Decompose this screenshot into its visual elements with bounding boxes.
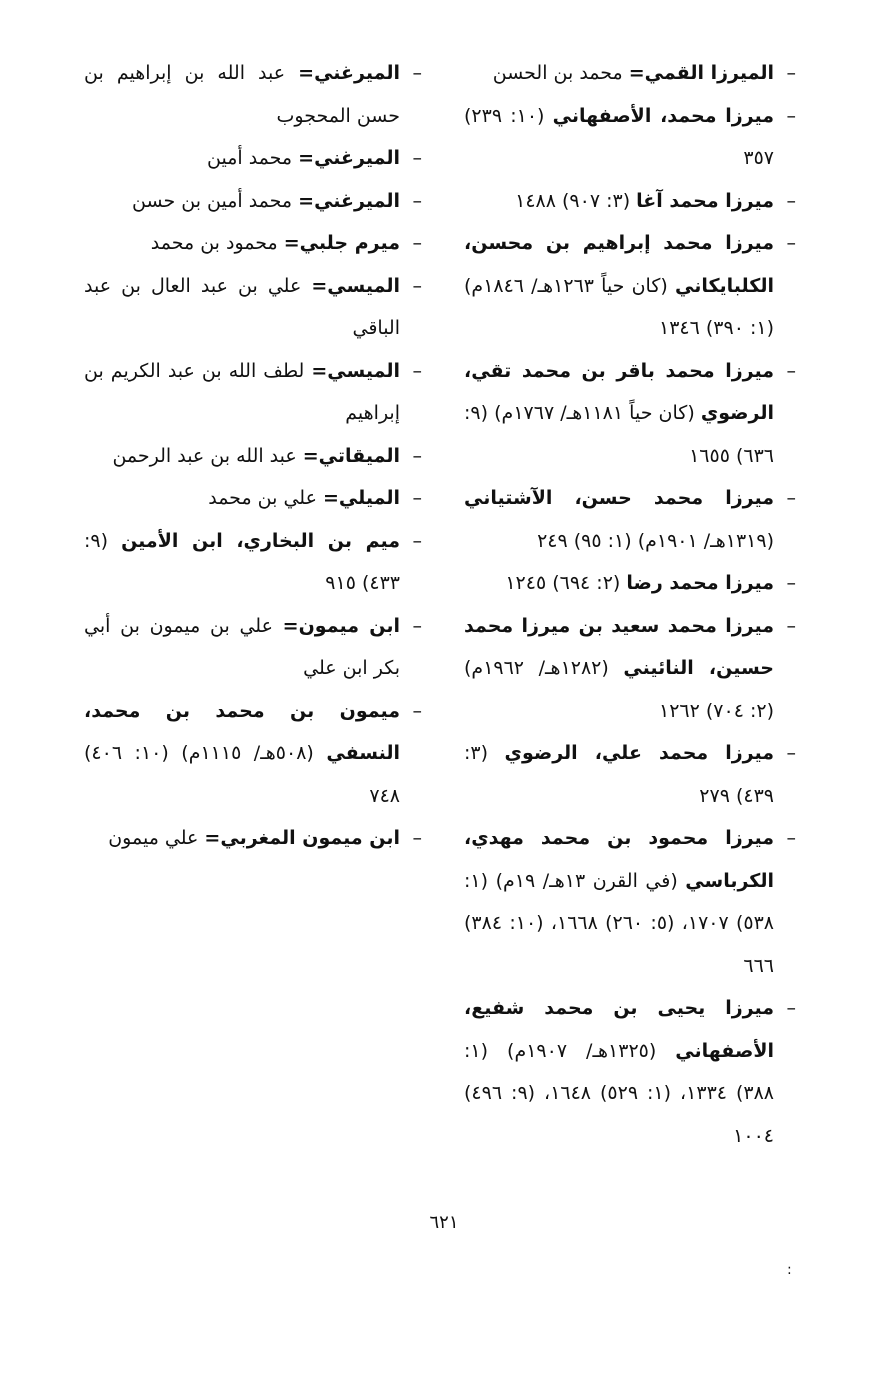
entry-reference: لطف الله بن عبد الكريم بن إبراهيم	[84, 359, 400, 424]
entry-reference: محمد أمين بن حسن	[132, 189, 299, 212]
entry-reference: (٥٠٨هـ/ ١١١٥م) (١٠: ٤٠٦) ٧٤٨	[84, 742, 400, 807]
entry-heading: ميرزا محمود بن محمد مهدي، الكرباسي	[464, 827, 774, 892]
index-entry	[464, 350, 796, 478]
entry-dash: –	[786, 232, 796, 254]
entry-dash: –	[412, 274, 422, 297]
entry-reference: (في القرن ١٣هـ/ ١٩م) (١: ٥٣٨) ١٧٠٧، (٥: ٢٦٠) ١٦٦٨، (١٠: ٣٨٤) ٦٦٦	[464, 869, 774, 977]
index-entry	[464, 180, 796, 223]
index-entry	[464, 605, 796, 733]
entry-heading: ميرزا محمد باقر بن محمد تقي، الرضوي	[464, 359, 774, 424]
entry-reference: (١٠: ٢٣٩) ٣٥٧	[464, 104, 774, 169]
entry-reference: محمود بن محمد	[150, 232, 284, 254]
entry-dash: –	[412, 62, 422, 84]
left-index-column	[84, 52, 422, 860]
entry-dash: –	[786, 572, 796, 594]
stray-mark: :	[787, 1262, 792, 1278]
entry-heading: ميم بن البخاري، ابن الأمين	[121, 529, 400, 552]
index-entry	[84, 52, 422, 137]
entry-dash: –	[412, 232, 422, 254]
entry-dash: –	[786, 827, 796, 849]
entry-reference: (١٢٨٢هـ/ ١٩٦٢م) (٢: ٧٠٤) ١٢٦٢	[464, 657, 774, 722]
entry-heading: الميرغني=	[298, 62, 400, 84]
entry-dash: –	[412, 444, 422, 467]
entry-reference: (٢: ٦٩٤) ١٢٤٥	[505, 572, 627, 594]
entry-reference: (كان حياً ١١٨١هـ/ ١٧٦٧م) (٩: ٦٣٦) ١٦٥٥	[464, 402, 774, 467]
entry-dash: –	[412, 147, 422, 169]
right-index-column	[464, 52, 796, 1157]
index-entry	[464, 732, 796, 817]
entry-reference: (١٣١٩هـ/ ١٩٠١م) (١: ٩٥) ٢٤٩	[537, 529, 774, 552]
index-entry	[84, 435, 422, 478]
entry-reference: (١٣٢٥هـ/ ١٩٠٧م) (١: ٣٨٨) ١٣٣٤، (١: ٥٢٩) ١٦٤٨، (٩: ٤٩٦) ١٠٠٤	[464, 1039, 775, 1147]
entry-dash: –	[412, 529, 422, 552]
entry-dash: –	[412, 359, 422, 382]
index-entry	[464, 222, 796, 350]
index-entry	[464, 52, 796, 95]
index-entry	[464, 477, 796, 562]
entry-heading: الميرغني=	[298, 147, 400, 169]
entry-heading: الميلي=	[322, 487, 400, 509]
entry-heading: الميرغني=	[298, 189, 400, 212]
entry-heading: ميرزا محمد، الأصفهاني	[552, 104, 774, 127]
entry-reference: (كان حياً ١٢٦٣هـ/ ١٨٤٦م) (١: ٣٩٠) ١٣٤٦	[464, 274, 774, 339]
entry-heading: الميسي=	[311, 359, 400, 382]
entry-reference: علي بن محمد	[208, 487, 323, 509]
entry-dash: –	[786, 614, 796, 637]
entry-dash: –	[412, 827, 422, 849]
entry-dash: –	[412, 487, 422, 509]
entry-dash: –	[786, 104, 796, 127]
entry-dash: –	[786, 487, 796, 509]
entry-reference: علي بن عبد العال بن عبد الباقي	[84, 274, 400, 339]
entry-heading: الميرزا القمي=	[628, 62, 774, 84]
index-entry	[464, 987, 796, 1157]
entry-dash: –	[412, 189, 422, 212]
index-entry	[84, 520, 422, 605]
index-entry	[84, 477, 422, 520]
entry-reference: علي بن ميمون بن أبي بكر ابن علي	[84, 614, 400, 679]
entry-reference: محمد أمين	[207, 147, 299, 169]
entry-reference: (٩: ٤٣٣) ٩١٥	[84, 529, 400, 594]
page-number: ٦٢١	[429, 1212, 459, 1233]
index-entry	[84, 817, 422, 860]
index-entry	[84, 222, 422, 265]
entry-reference: (٣: ٤٣٩) ٢٧٩	[464, 742, 774, 807]
index-entry	[464, 95, 796, 180]
entry-reference: (٣: ٩٠٧) ١٤٨٨	[515, 189, 637, 212]
index-entry	[84, 180, 422, 223]
entry-dash: –	[412, 614, 422, 637]
entry-dash: –	[412, 699, 422, 722]
entry-heading: ابن ميمون المغربي=	[204, 827, 400, 849]
index-entry	[84, 137, 422, 180]
entry-dash: –	[786, 997, 796, 1019]
entry-heading: ميمون بن محمد بن محمد، النسفي	[84, 699, 400, 764]
index-entry	[464, 817, 796, 987]
entry-heading: ميرزا محمد إبراهيم بن محسن، الكلبايكاني	[464, 232, 774, 297]
entry-heading: ميرم جلبي=	[283, 232, 400, 254]
entry-heading: ميرزا يحيى بن محمد شفيع، الأصفهاني	[464, 997, 774, 1062]
entry-heading: ميرزا محمد سعيد بن ميرزا محمد حسين، النائيني	[464, 614, 774, 679]
entry-dash: –	[786, 189, 796, 212]
index-entry	[464, 562, 796, 605]
index-entry	[84, 690, 422, 818]
entry-reference: عبد الله بن إبراهيم بن حسن المحجوب	[84, 62, 400, 127]
entry-heading: ميرزا محمد حسن، الآشتياني	[464, 487, 774, 509]
entry-heading: ابن ميمون=	[282, 614, 401, 637]
entry-dash: –	[786, 62, 796, 84]
entry-heading: ميرزا محمد رضا	[626, 572, 774, 594]
index-entry	[84, 350, 422, 435]
entry-heading: الميسي=	[311, 274, 400, 297]
entry-dash: –	[786, 359, 796, 382]
index-entry	[84, 265, 422, 350]
entry-reference: عبد الله بن عبد الرحمن	[112, 444, 303, 467]
index-entry	[84, 605, 422, 690]
entry-reference: علي ميمون	[108, 827, 205, 849]
entry-reference: محمد بن الحسن	[492, 62, 629, 84]
entry-heading: ميرزا محمد آغا	[636, 189, 774, 212]
entry-heading: الميقاتي=	[302, 444, 400, 467]
entry-heading: ميرزا محمد علي، الرضوي	[504, 742, 774, 764]
entry-dash: –	[786, 742, 796, 764]
